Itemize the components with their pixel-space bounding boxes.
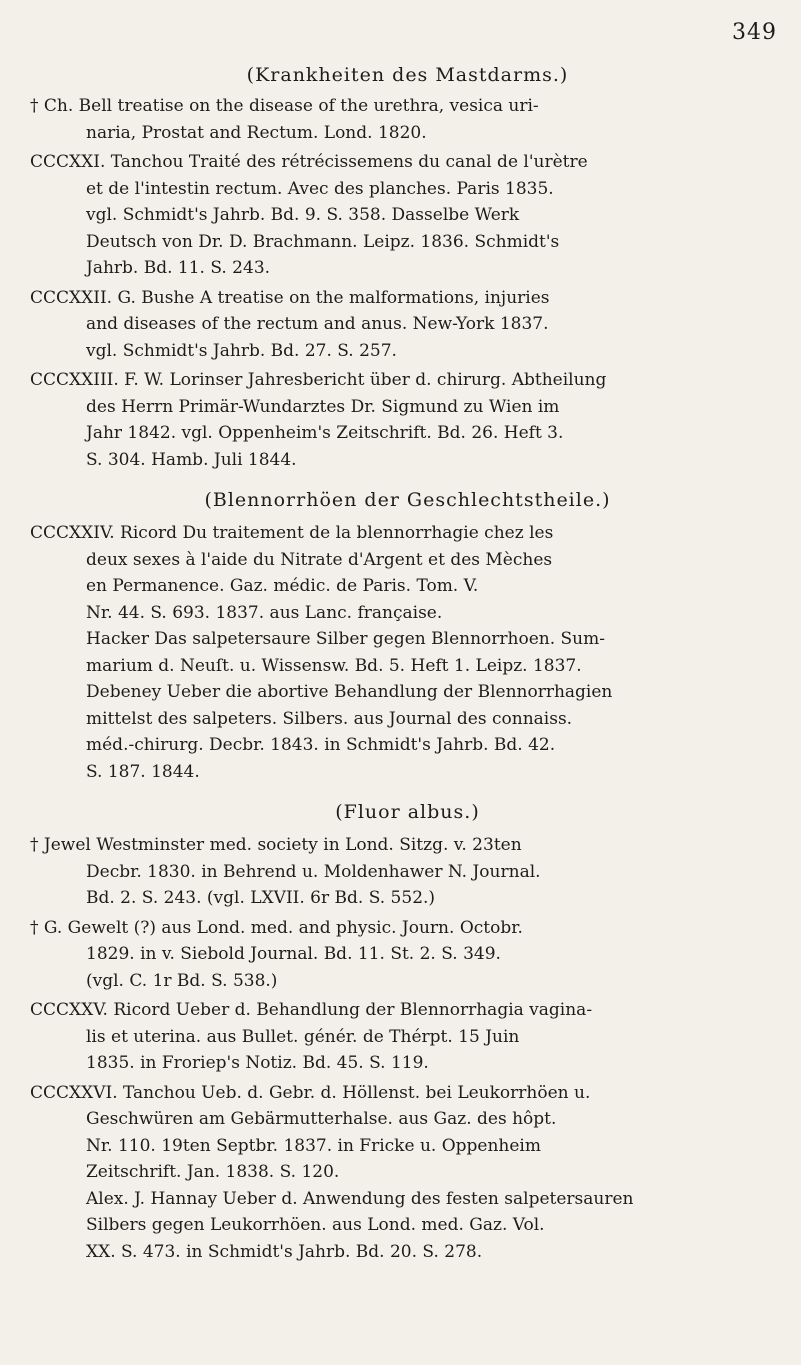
entry-line: XX. S. 473. in Schmidt's Jahrb. Bd. 20. S. 278. <box>86 1241 483 1262</box>
entry-line: Geschwüren am Gebärmutterhalse. aus Gaz. des hôpt. <box>86 1109 557 1129</box>
entry-line: en Permanence. Gaz. médic. de Paris. Tom. V. <box>86 576 479 596</box>
bibliography-entry <box>30 367 785 473</box>
entry-line: CCCXXV. Ricord Ueber d. Behandlung der Blennorrhagia vagina- <box>30 1000 593 1020</box>
entry-line: Jahr 1842. vgl. Oppenheim's Zeitschrift. Bd. 26. Heft 3. <box>86 423 564 443</box>
entry-line: CCCXXI. Tanchou Traité des rétrécissemens du canal de l'urètre <box>30 152 588 172</box>
entry-line: Hacker Das salpetersaure Silber gegen Blennorrhoen. Sum- <box>86 629 605 649</box>
entry-line: lis et uterina. aus Bullet. génér. de Thérpt. 15 Juin <box>86 1026 520 1047</box>
entry-line: mittelst des salpeters. Silbers. aus Journal des connaiss. <box>86 708 573 729</box>
entry-line: CCCXXII. G. Bushe A treatise on the malformations, injuries <box>30 287 550 308</box>
bibliography-entry <box>30 832 785 912</box>
entry-line: Zeitschrift. Jan. 1838. S. 120. <box>86 1162 340 1182</box>
entry-line: vgl. Schmidt's Jahrb. Bd. 27. S. 257. <box>86 340 397 361</box>
bibliography-entry <box>30 997 785 1077</box>
entry-line: and diseases of the rectum and anus. New-York 1837. <box>86 314 549 334</box>
entry-line: (vgl. C. 1r Bd. S. 538.) <box>86 970 278 991</box>
bibliography-entry <box>30 149 785 282</box>
entry-line: Nr. 110. 19ten Septbr. 1837. in Fricke u. Oppenheim <box>86 1135 541 1156</box>
section-heading: (Krankheiten des Mastdarms.) <box>246 64 569 86</box>
entry-line: CCCXXIII. F. W. Lorinser Jahresbericht über d. chirurg. Abtheilung <box>30 370 607 390</box>
entry-line: Bd. 2. S. 243. (vgl. LXVII. 6r Bd. S. 552.) <box>86 888 436 908</box>
entry-line: naria, Prostat and Rectum. Lond. 1820. <box>86 122 427 143</box>
entry-line: des Herrn Primär-Wundarztes Dr. Sigmund zu Wien im <box>86 396 560 417</box>
entry-line: Debeney Ueber die abortive Behandlung der Blennorrhagien <box>86 682 613 702</box>
entry-line: Silbers gegen Leukorrhöen. aus Lond. med. Gaz. Vol. <box>86 1215 545 1235</box>
entry-line: deux sexes à l'aide du Nitrate d'Argent et des Mèches <box>86 549 553 570</box>
entry-line: † Jewel Westminster med. society in Lond. Sitzg. v. 23ten <box>30 835 522 855</box>
bibliography-entry <box>30 285 785 365</box>
page-content <box>30 62 785 1268</box>
entry-line: S. 187. 1844. <box>86 761 200 782</box>
entry-line: Nr. 44. S. 693. 1837. aus Lanc. française. <box>86 602 443 623</box>
bibliography-entry <box>30 915 785 995</box>
entry-line: CCCXXVI. Tanchou Ueb. d. Gebr. d. Höllenst. bei Leukorrhöen u. <box>30 1082 591 1103</box>
entry-line: † Ch. Bell treatise on the disease of the urethra, vesica uri- <box>30 96 539 116</box>
entry-line: et de l'intestin rectum. Avec des planches. Paris 1835. <box>86 178 554 199</box>
entry-line: Alex. J. Hannay Ueber d. Anwendung des festen salpetersauren <box>86 1188 634 1209</box>
page-number: 349 <box>732 20 777 45</box>
entry-line: CCCXXIV. Ricord Du traitement de la blennorrhagie chez les <box>30 523 554 543</box>
entry-line: vgl. Schmidt's Jahrb. Bd. 9. S. 358. Dasselbe Werk <box>86 205 520 225</box>
entry-line: Jahrb. Bd. 11. S. 243. <box>86 258 271 278</box>
entry-line: † G. Gewelt (?) aus Lond. med. and physic. Journ. Octobr. <box>30 917 523 938</box>
section-heading: (Blennorrhöen der Geschlechtstheile.) <box>204 489 611 511</box>
entry-line: méd.-chirurg. Decbr. 1843. in Schmidt's Jahrb. Bd. 42. <box>86 735 556 755</box>
bibliography-entry <box>30 1080 785 1266</box>
bibliography-entry <box>30 93 785 146</box>
entry-line: S. 304. Hamb. Juli 1844. <box>86 449 297 470</box>
page <box>30 0 785 1365</box>
entry-line: 1829. in v. Siebold Journal. Bd. 11. St. 2. S. 349. <box>86 944 501 964</box>
entry-line: Deutsch von Dr. D. Brachmann. Leipz. 1836. Schmidt's <box>86 231 560 252</box>
entry-line: 1835. in Froriep's Notiz. Bd. 45. S. 119. <box>86 1053 429 1073</box>
entry-line: Decbr. 1830. in Behrend u. Moldenhawer N. Journal. <box>86 861 541 882</box>
entry-line: marium d. Neuſt. u. Wissensw. Bd. 5. Heft 1. Leipz. 1837. <box>86 655 582 676</box>
bibliography-entry <box>30 520 785 785</box>
section-heading: (Fluor albus.) <box>335 801 480 823</box>
